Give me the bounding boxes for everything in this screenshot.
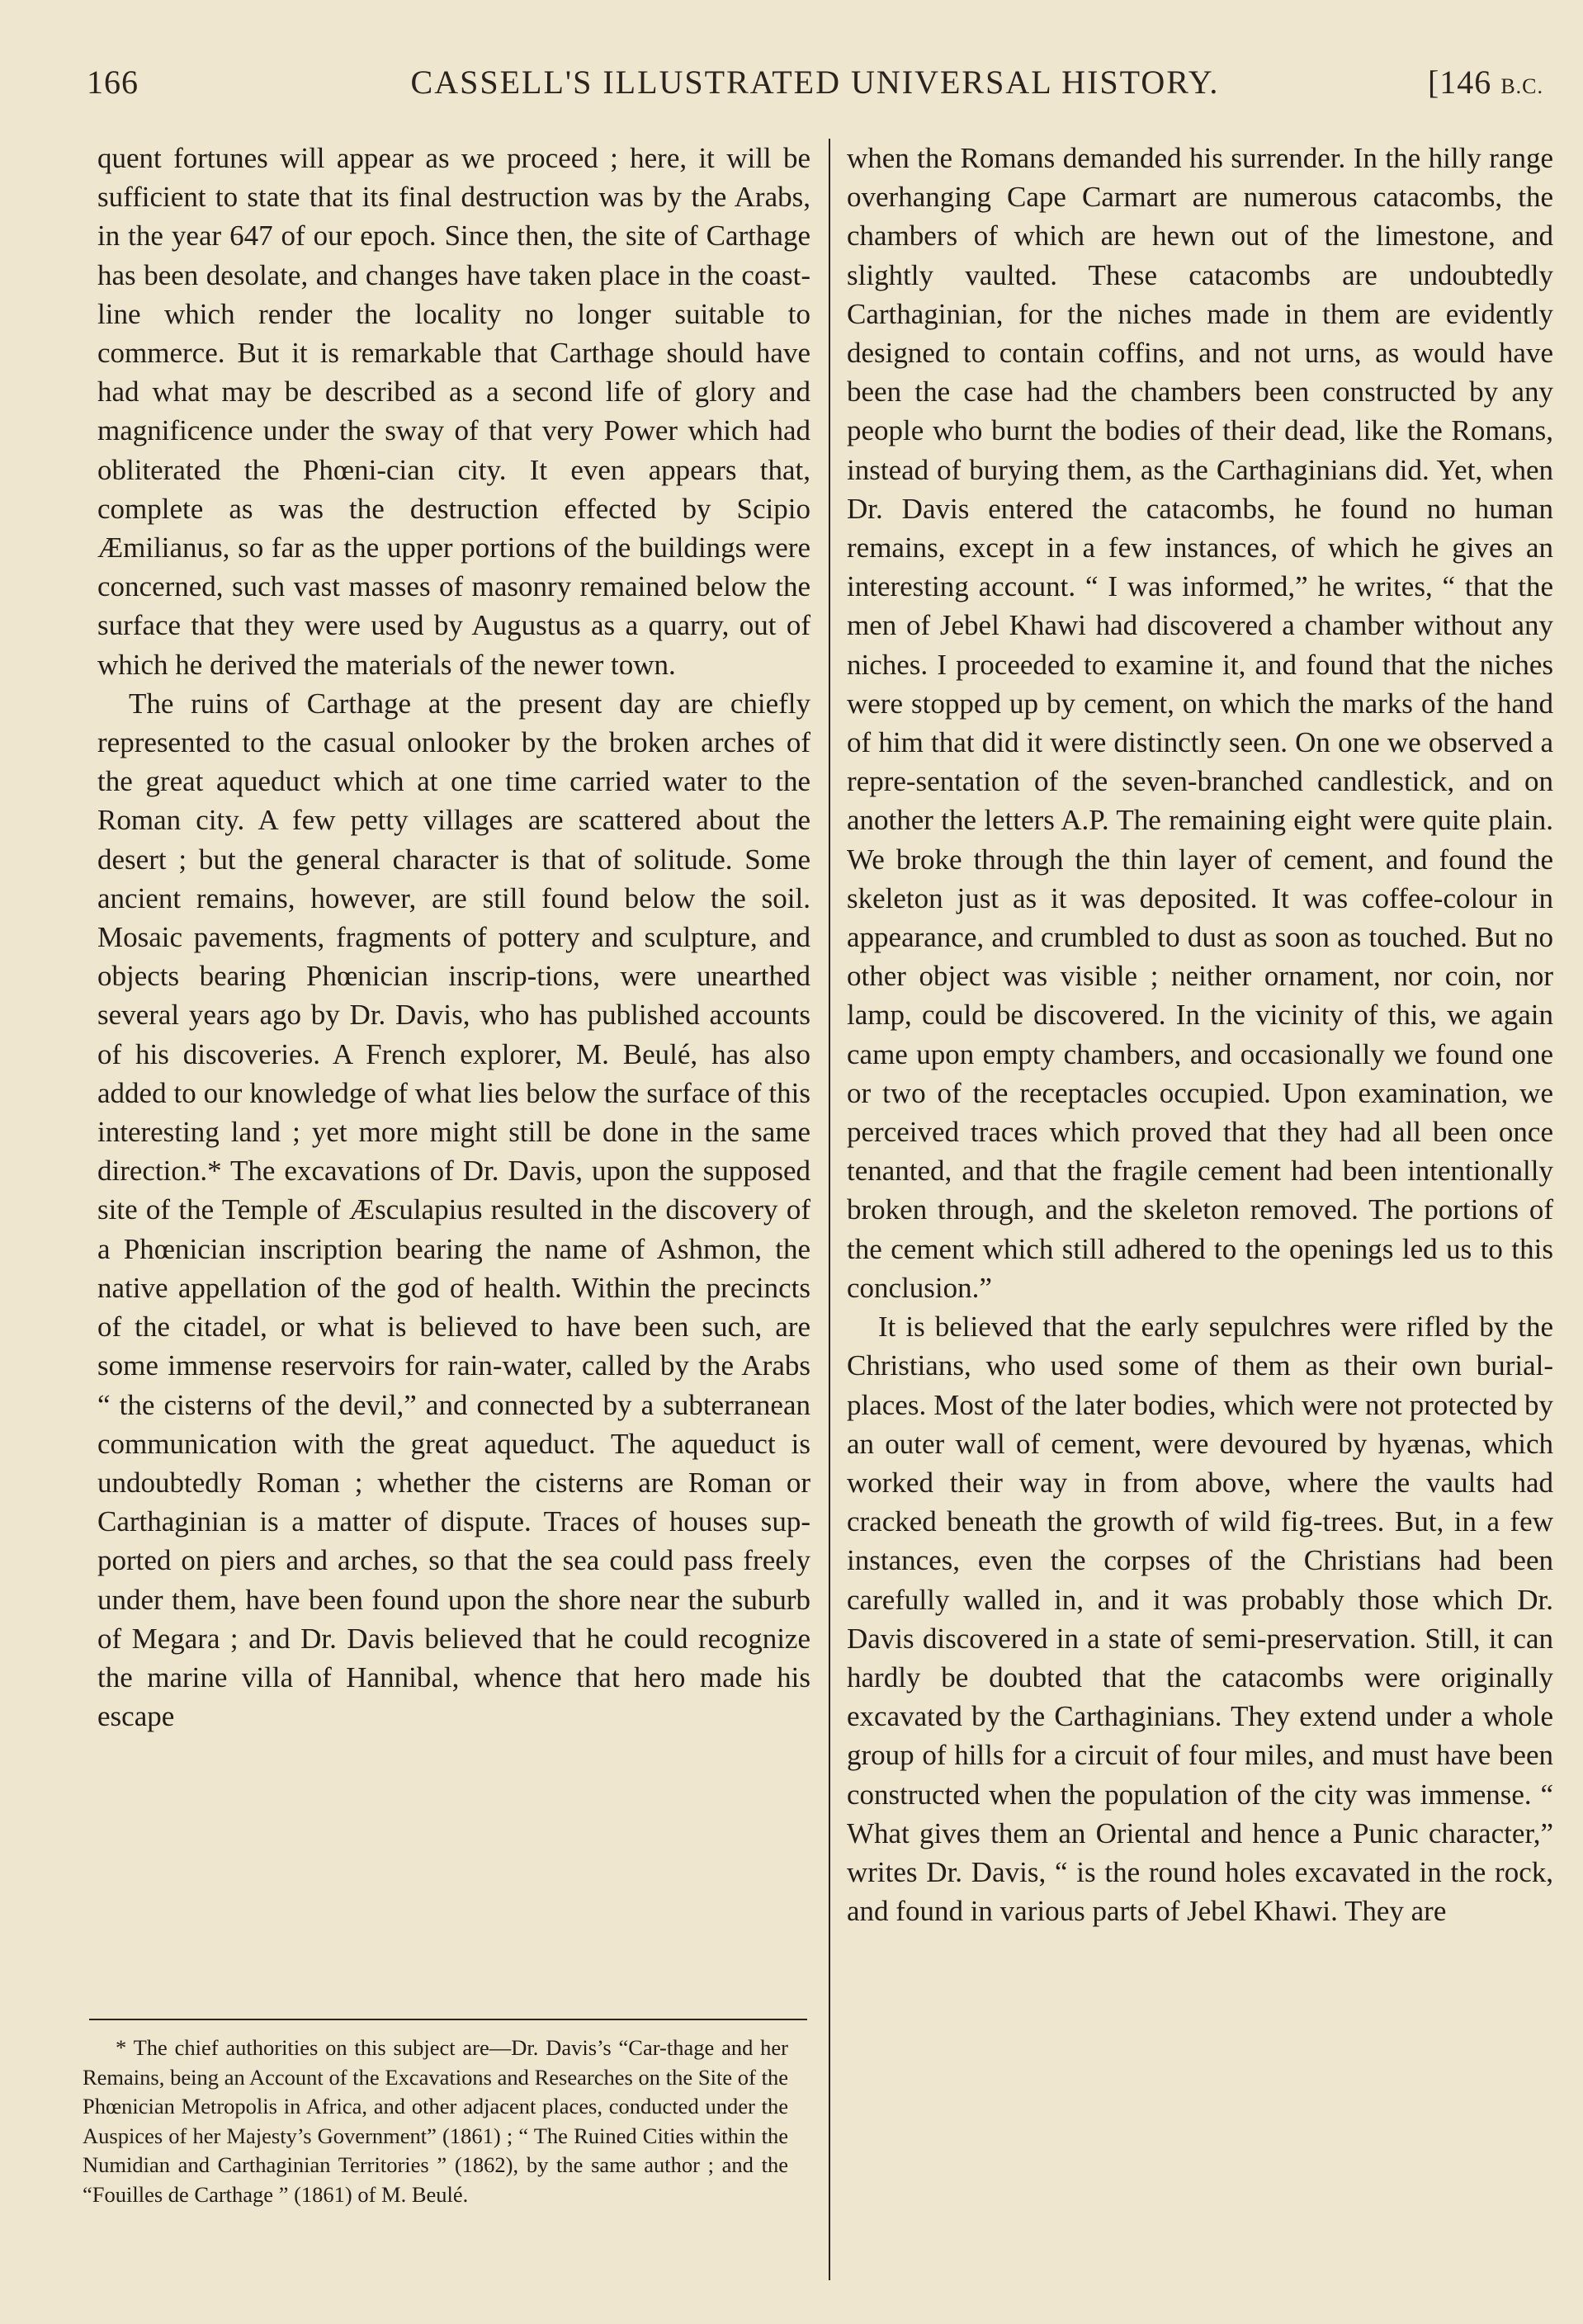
header-date-era: B.C. [1500, 74, 1543, 98]
running-header [87, 51, 1543, 109]
column-divider [829, 139, 830, 2280]
header-date-year: [146 [1427, 64, 1492, 101]
page-number: 166 [87, 64, 139, 101]
right-paragraph-1: when the Romans demanded his surrender. In the hilly range overhanging Cape Carmart are numerous catacombs, the chambers of which are hewn out of the limestone, and slightly vaulted. These catacombs are undoubtedly Carthaginian, for the niches made in them are evidently designed to contain coffins, and not urns, as would have been the case had the chambers been constructed by any people who burnt the bodies of their dead, like the Romans, instead of burying them, as the Carthaginians did. Yet, when Dr. Davis entered the catacombs, he found no human remains, except in a few instances, of which he gives an interesting account. “ I was informed,” he writes, “ that the men of Jebel Khawi had discovered a chamber without any niches. I proceeded to examine it, and found that the niches were stopped up by cement, on which the marks of the hand of him that did it were distinctly seen. On one we observed a repre-sentation of the seven-branched candlestick, and on another the letters A.P. The remaining eight were quite plain. We broke through the thin layer of cement, and found the skeleton just as it was deposited. It was coffee-colour in appearance, and crumbled to dust as soon as touched. But no other object was visible ; neither ornament, nor coin, nor lamp, could be discovered. In the vicinity of this, we again came upon empty chambers, and occasionally we found one or two of the receptacles occupied. Upon examination, we perceived traces which proved that they had all been once tenanted, and that the fragile cement had been intentionally broken through, and the skeleton removed. The portions of the cement which still adhered to the openings led us to this conclusion.” [847, 142, 1553, 1304]
footnote [83, 2034, 788, 2209]
left-column [97, 139, 810, 1736]
running-title: CASSELL'S ILLUSTRATED UNIVERSAL HISTORY. [410, 64, 1220, 101]
footnote-rule [89, 2019, 807, 2020]
footnote-text: * The chief authorities on this subject are—Dr. Davis’s “Car-thage and her Remains, being an Account of the Excavations and Researches on the Site of the Phœnician Metropolis in Africa, and other adjacent places, conducted under the Auspices of her Majesty’s Government” (1861) ; “ The Ruined Cities within the Numidian and Carthaginian Territories ” (1862), by the same author ; and the “Fouilles de Carthage ” (1861) of M. Beulé. [83, 2035, 788, 2207]
right-paragraph-2: It is believed that the early sepulchres were rifled by the Christians, who used some of them as their own burial-places. Most of the later bodies, which were not protected by an outer wall of cement, were devoured by hyænas, which worked their way in from above, where the vaults had cracked beneath the growth of wild fig-trees. But, in a few instances, even the corpses of the Christians had been carefully walled in, and it was probably those which Dr. Davis discovered in a state of semi-preservation. Still, it can hardly be doubted that the catacombs were originally excavated by the Carthaginians. They extend under a whole group of hills for a circuit of four miles, and must have been constructed when the population of the city was immense. “ What gives them an Oriental and hence a Punic character,” writes Dr. Davis, “ is the round holes excavated in the rock, and found in various parts of Jebel Khawi. They are [847, 1311, 1553, 1928]
header-date [1428, 63, 1543, 102]
left-paragraph-1: quent fortunes will appear as we proceed ; here, it will be sufficient to state that its final destruction was by the Arabs, in the year 647 of our epoch. Since then, the site of Carthage has been desolate, and changes have taken place in the coast-line which render the locality no longer suitable to commerce. But it is remarkable that Carthage should have had what may be described as a second life of glory and magnificence under the sway of that very Power which had obliterated the Phœni-cian city. It even appears that, complete as was the destruction effected by Scipio Æmilianus, so far as the upper portions of the buildings were concerned, such vast masses of masonry remained below the surface that they were used by Augustus as a quarry, out of which he derived the materials of the newer town. [97, 142, 810, 681]
left-paragraph-2: The ruins of Carthage at the present day are chiefly represented to the casual onlooker by the broken arches of the great aqueduct which at one time carried water to the Roman city. A few petty villages are scattered about the desert ; but the general character is that of solitude. Some ancient remains, however, are still found below the soil. Mosaic pavements, fragments of pottery and sculpture, and objects bearing Phœnician inscrip-tions, were unearthed several years ago by Dr. Davis, who has published accounts of his discoveries. A French explorer, M. Beulé, has also added to our knowledge of what lies below the surface of this interesting land ; yet more might still be done in the same direction.* The excavations of Dr. Davis, upon the supposed site of the Temple of Æsculapius resulted in the discovery of a Phœnician inscription bearing the name of Ashmon, the native appellation of the god of health. Within the precincts of the citadel, or what is believed to have been such, are some immense reservoirs for rain-water, called by the Arabs “ the cisterns of the devil,” and connected by a subterranean communication with the great aqueduct. The aqueduct is undoubtedly Roman ; whether the cisterns are Roman or Carthaginian is a matter of dispute. Traces of houses sup-ported on piers and arches, so that the sea could pass freely under them, have been found upon the shore near the suburb of Megara ; and Dr. Davis believed that he could recognize the marine villa of Hannibal, whence that hero made his escape [97, 687, 810, 1733]
right-column [847, 139, 1553, 1930]
